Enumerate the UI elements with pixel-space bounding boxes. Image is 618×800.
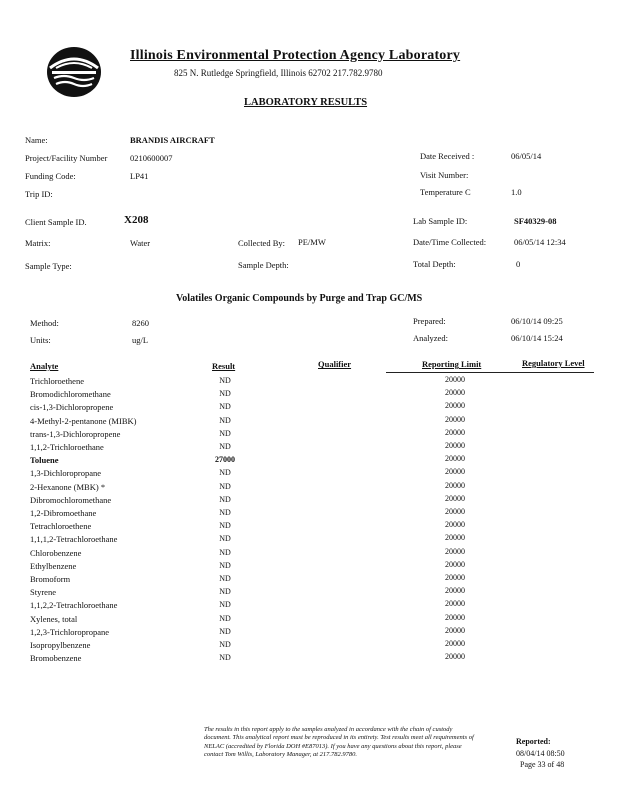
row-analyte: 1,1,1,2-Tetrachloroethane — [30, 534, 118, 545]
row-result: ND — [219, 653, 231, 663]
row-analyte: Tetrachloroethene — [30, 521, 92, 532]
col-result: Result — [212, 361, 236, 371]
analyzed-value: 06/10/14 15:24 — [511, 333, 563, 343]
row-analyte: 1,1,2,2-Tetrachloroethane — [30, 600, 118, 611]
row-result: ND — [219, 534, 231, 544]
prepared-value: 06/10/14 09:25 — [511, 316, 563, 326]
row-reporting-limit: 20000 — [445, 639, 465, 648]
row-result: ND — [219, 389, 231, 399]
lab-sample-label: Lab Sample ID: — [413, 216, 468, 226]
row-analyte: Chlorobenzene — [30, 547, 82, 558]
row-analyte: cis-1,3-Dichloropropene — [30, 402, 114, 413]
row-result: ND — [219, 560, 231, 570]
col-regulatory-level: Regulatory Level — [522, 358, 585, 368]
units-value: ug/L — [132, 335, 149, 345]
page-number: Page 33 of 48 — [520, 760, 565, 769]
name-label: Name: — [25, 135, 48, 145]
row-reporting-limit: 20000 — [445, 612, 465, 622]
method-value: 8260 — [132, 318, 149, 328]
col-analyte: Analyte — [30, 361, 59, 371]
row-reporting-limit: 20000 — [445, 388, 465, 398]
iepa-logo — [46, 46, 102, 98]
row-result: ND — [219, 481, 231, 491]
row-reporting-limit: 20000 — [445, 467, 465, 477]
row-result: ND — [219, 613, 231, 623]
funding-value: LP41 — [130, 171, 149, 181]
row-reporting-limit: 20000 — [445, 559, 465, 569]
row-analyte: 2-Hexanone (MBK) * — [30, 481, 106, 492]
row-reporting-limit: 20000 — [445, 599, 465, 609]
collected-by-label: Collected By: — [238, 238, 285, 248]
report-title: LABORATORY RESULTS — [244, 97, 368, 108]
row-reporting-limit: 20000 — [445, 625, 465, 635]
date-received-label: Date Received : — [420, 151, 475, 161]
row-result: ND — [219, 574, 231, 583]
col-qualifier: Qualifier — [318, 359, 352, 369]
row-analyte: 1,2-Dibromoethane — [30, 508, 97, 518]
matrix-label: Matrix: — [25, 238, 51, 248]
date-received-value: 06/05/14 — [511, 151, 542, 161]
method-label: Method: — [30, 318, 59, 328]
row-analyte: Styrene — [30, 587, 56, 598]
row-result: ND — [219, 402, 231, 412]
row-analyte: 1,1,2-Trichloroethane — [30, 442, 104, 452]
row-result: ND — [219, 640, 231, 649]
project-value: 0210600007 — [130, 153, 173, 163]
row-reporting-limit: 20000 — [445, 414, 465, 424]
row-analyte: Dibromochloromethane — [30, 494, 112, 505]
datetime-collected-value: 06/05/14 12:34 — [514, 237, 566, 247]
lab-name: Illinois Environmental Protection Agency Laboratory — [130, 48, 461, 63]
row-reporting-limit: 20000 — [445, 401, 465, 411]
row-result: ND — [219, 547, 231, 557]
row-reporting-limit: 20000 — [445, 533, 465, 543]
row-result: ND — [219, 600, 231, 610]
row-analyte: Bromodichloromethane — [30, 389, 111, 400]
row-result: ND — [219, 587, 231, 597]
total-depth-value: 0 — [516, 259, 521, 269]
disclaimer: The results in this report apply to the samples analyzed in accordance with the chain of custody document. This analytical report must be reproduced in its entirety. Test results meet all requirements of NELAC (accredited by Florida DOH #E87013). If you have any questions about this report, please contact Tom Willis, Laboratory Manager, at 217.782.9780. — [204, 726, 474, 759]
row-analyte: 1,3-Dichloropropane — [30, 468, 102, 479]
analyzed-label: Analyzed: — [413, 333, 448, 343]
section-title: Volatiles Organic Compounds by Purge and Trap GC/MS — [176, 293, 423, 304]
row-analyte: 1,2,3-Trichloropropane — [30, 626, 110, 637]
row-result: ND — [219, 428, 231, 438]
row-reporting-limit: 20000 — [445, 573, 465, 582]
row-result: ND — [219, 376, 231, 385]
sample-type-label: Sample Type: — [25, 261, 72, 271]
header-rule — [386, 372, 594, 373]
row-reporting-limit: 20000 — [445, 480, 465, 490]
row-analyte: Toluene — [30, 455, 59, 466]
row-reporting-limit: 20000 — [445, 520, 465, 530]
total-depth-label: Total Depth: — [413, 259, 456, 269]
reported-label: Reported: — [516, 737, 551, 746]
row-reporting-limit: 20000 — [445, 546, 465, 556]
temperature-value: 1.0 — [511, 187, 522, 197]
row-analyte: Xylenes, total — [30, 613, 78, 624]
row-analyte: Trichloroethene — [30, 376, 84, 386]
row-analyte: Isopropylbenzene — [30, 640, 91, 650]
row-result: ND — [219, 626, 231, 636]
lab-sample-value: SF40329-08 — [514, 216, 557, 226]
trip-label: Trip ID: — [25, 189, 53, 199]
row-reporting-limit: 20000 — [445, 493, 465, 503]
lab-address: 825 N. Rutledge Springfield, Illinois 62702 217.782.9780 — [174, 68, 383, 78]
row-result: ND — [219, 521, 231, 531]
name-value: BRANDIS AIRCRAFT — [130, 135, 215, 145]
row-analyte: Ethylbenzene — [30, 560, 77, 571]
units-label: Units: — [30, 335, 51, 345]
row-analyte: 4-Methyl-2-pentanone (MIBK) — [30, 415, 137, 426]
row-analyte: trans-1,3-Dichloropropene — [30, 428, 121, 439]
col-reporting-limit: Reporting Limit — [422, 359, 482, 369]
row-result: ND — [219, 468, 231, 478]
reported-date: 08/04/14 08:50 — [516, 749, 565, 758]
sample-depth-label: Sample Depth: — [238, 260, 289, 270]
client-sample-value: X208 — [124, 214, 149, 226]
project-label: Project/Facility Number — [25, 153, 108, 163]
matrix-value: Water — [130, 238, 151, 248]
row-result: ND — [219, 494, 231, 504]
client-sample-label: Client Sample ID. — [25, 217, 87, 227]
row-analyte: Bromobenzene — [30, 653, 82, 664]
row-reporting-limit: 20000 — [445, 427, 465, 437]
row-reporting-limit: 20000 — [445, 441, 465, 450]
row-reporting-limit: 20000 — [445, 507, 465, 516]
visit-label: Visit Number: — [420, 170, 469, 180]
row-reporting-limit: 20000 — [445, 586, 465, 596]
row-analyte: Bromoform — [30, 574, 71, 584]
row-reporting-limit: 20000 — [445, 375, 465, 384]
row-reporting-limit: 20000 — [445, 652, 465, 662]
prepared-label: Prepared: — [413, 316, 446, 326]
funding-label: Funding Code: — [25, 171, 76, 181]
row-result: 27000 — [215, 455, 235, 465]
row-result: ND — [219, 415, 231, 425]
row-result: ND — [219, 508, 231, 517]
row-result: ND — [219, 442, 231, 451]
datetime-collected-label: Date/Time Collected: — [413, 237, 487, 247]
row-reporting-limit: 20000 — [445, 454, 465, 464]
temperature-label: Temperature C — [420, 187, 471, 197]
collected-by-value: PE/MW — [298, 237, 326, 247]
